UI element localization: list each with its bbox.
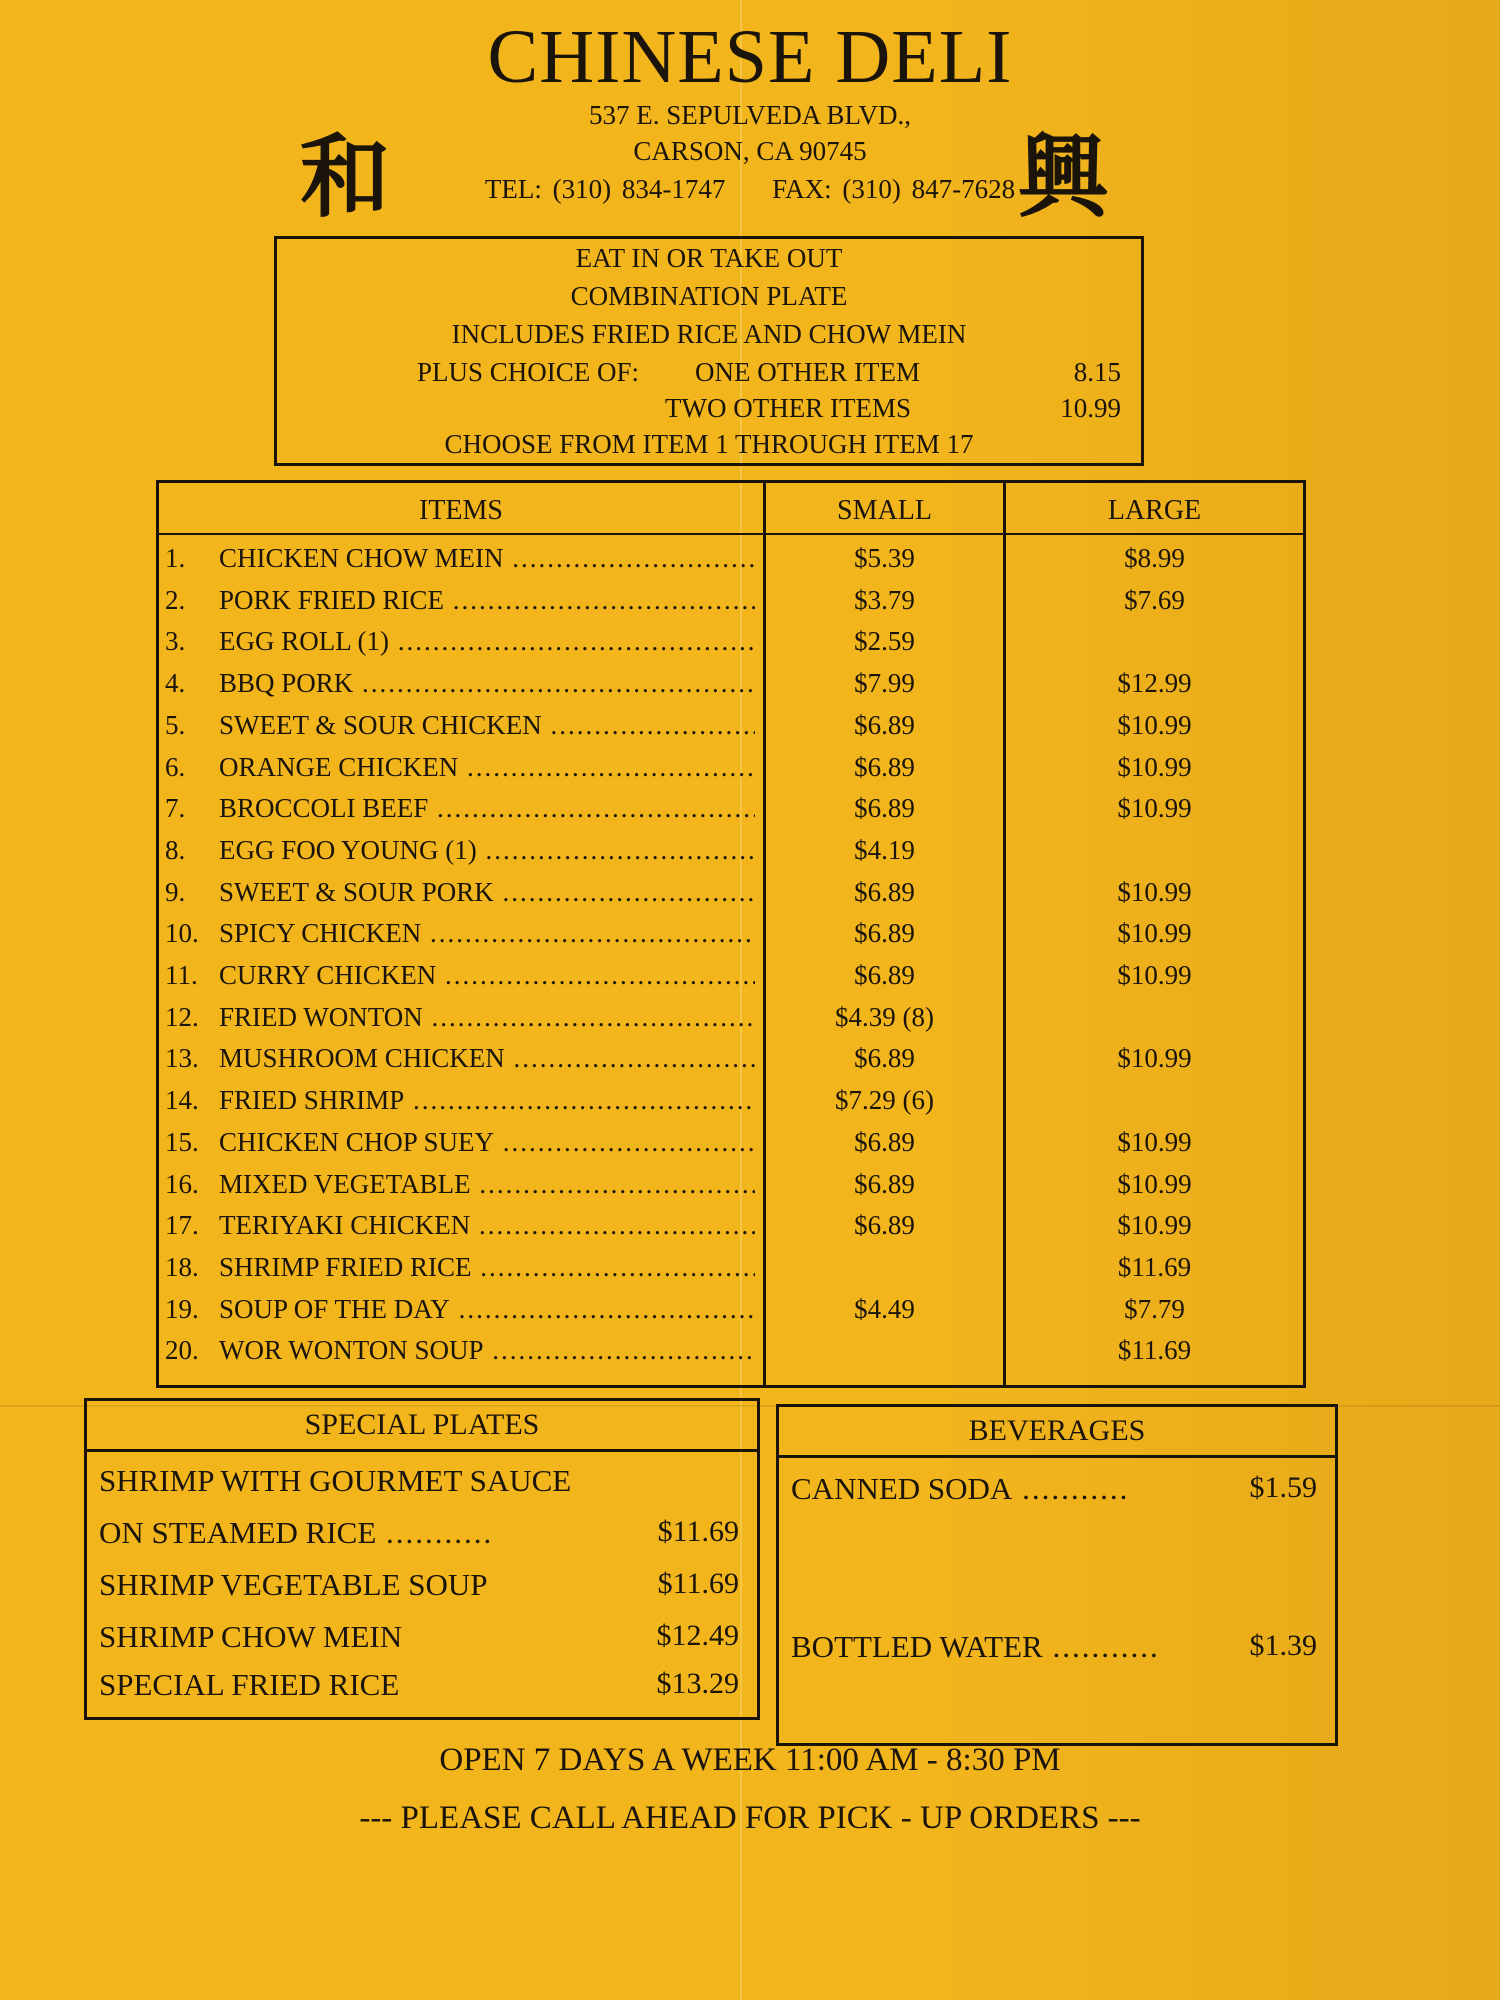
menu-item-number: 13. xyxy=(165,1043,199,1074)
combo-option-one: ONE OTHER ITEM xyxy=(695,357,920,387)
menu-item-large-price: $8.99 xyxy=(1124,543,1185,573)
special-price-3: $12.49 xyxy=(656,1619,739,1652)
menu-item-small-price: $4.49 xyxy=(854,1293,915,1324)
menu-item-large-price: $7.79 xyxy=(1124,1293,1185,1324)
special-plates-box xyxy=(84,1398,760,1720)
menu-item-large-price: $10.99 xyxy=(1117,918,1192,949)
menu-item-name: WOR WONTON SOUP ..... xyxy=(219,1335,755,1366)
menu-item-name: SOUP OF THE DAY ..... xyxy=(219,1294,755,1325)
fax: FAX: (310) 847-7628 xyxy=(772,174,1016,204)
menu-row xyxy=(159,871,1303,913)
menu-item-number: 14. xyxy=(165,1085,199,1116)
menu-row xyxy=(159,1121,1303,1163)
menu-item-number: 3. xyxy=(165,626,186,657)
menu-item-name: SWEET & SOUR PORK ..... xyxy=(219,877,755,908)
menu-item-number: 12. xyxy=(165,1001,199,1032)
menu-item-name: ORANGE CHICKEN ..... xyxy=(219,752,755,783)
menu-item-name: CHICKEN CHOP SUEY ..... xyxy=(219,1127,755,1158)
menu-item-number: 19. xyxy=(165,1293,199,1324)
menu-table xyxy=(156,480,1306,1388)
menu-item-number: 18. xyxy=(165,1251,199,1282)
menu-item-name: BBQ PORK ..... xyxy=(219,668,755,699)
combo-title: COMBINATION PLATE xyxy=(570,281,848,311)
address-line-2: CARSON, CA 90745 xyxy=(633,136,867,166)
menu-row xyxy=(159,912,1303,954)
menu-item-number: 9. xyxy=(165,876,186,907)
combo-option-one-price: 8.15 xyxy=(1073,357,1121,387)
menu-row xyxy=(159,1079,1303,1121)
special-line-3: SHRIMP VEGETABLE SOUP xyxy=(99,1567,488,1602)
menu-item-name: BROCCOLI BEEF ..... xyxy=(219,793,755,824)
special-plates-title: SPECIAL PLATES xyxy=(87,1401,757,1452)
special-line-5: SPECIAL FRIED RICE xyxy=(99,1667,400,1702)
menu-item-small-price: $7.99 xyxy=(854,668,915,699)
menu-row xyxy=(159,1037,1303,1079)
pickup-note: --- PLEASE CALL AHEAD FOR PICK - UP ORDERS --- xyxy=(359,1800,1141,1836)
header-items: ITEMS xyxy=(419,495,503,526)
special-price-2: $11.69 xyxy=(657,1567,739,1600)
menu-item-number: 16. xyxy=(165,1168,199,1199)
menu-item-name: SPICY CHICKEN ..... xyxy=(219,918,755,949)
menu-item-number: 15. xyxy=(165,1126,199,1157)
menu-row xyxy=(159,954,1303,996)
menu-row xyxy=(159,579,1303,621)
header-large: LARGE xyxy=(1107,495,1202,526)
special-line-2: ON STEAMED RICE ..... xyxy=(99,1515,493,1551)
menu-item-large-price: $10.99 xyxy=(1117,793,1192,824)
beverage-item-2: BOTTLED WATER ..... xyxy=(791,1629,1160,1665)
menu-row xyxy=(159,662,1303,704)
menu-item-number: 4. xyxy=(165,668,186,699)
menu-row xyxy=(159,537,1303,579)
menu-item-small-price: $4.39 (8) xyxy=(835,1001,934,1032)
menu-item-large-price: $7.69 xyxy=(1124,584,1185,615)
menu-item-small-price: $3.79 xyxy=(854,584,915,615)
menu-item-small-price: $6.89 xyxy=(854,709,915,740)
menu-row xyxy=(159,1204,1303,1246)
menu-row xyxy=(159,829,1303,871)
menu-item-small-price: $6.89 xyxy=(854,876,915,907)
beverages-title: BEVERAGES xyxy=(779,1407,1335,1458)
menu-item-name: EGG FOO YOUNG (1) ..... xyxy=(219,835,755,866)
menu-item-large-price: $10.99 xyxy=(1117,751,1192,782)
menu-row xyxy=(159,1288,1303,1330)
menu-row xyxy=(159,787,1303,829)
combo-choice-prefix: PLUS CHOICE OF: xyxy=(417,357,640,387)
menu-item-number: 10. xyxy=(165,918,199,949)
menu-item-number: 20. xyxy=(165,1335,199,1366)
combination-plate-box xyxy=(274,236,1144,466)
menu-item-large-price: $10.99 xyxy=(1117,1043,1192,1074)
menu-item-large-price: $10.99 xyxy=(1117,1126,1192,1157)
menu-item-number: 8. xyxy=(165,834,186,865)
menu-item-large-price: $10.99 xyxy=(1117,1210,1192,1241)
contact-line xyxy=(0,174,1500,205)
menu-item-number: 11. xyxy=(165,960,198,990)
menu-item-small-price: $4.19 xyxy=(854,834,915,865)
menu-item-number: 7. xyxy=(165,793,186,824)
menu-item-name: MUSHROOM CHICKEN ..... xyxy=(219,1043,755,1074)
menu-item-name: CHICKEN CHOW MEIN ..... xyxy=(219,543,755,574)
menu-item-name: FRIED WONTON ..... xyxy=(219,1002,755,1033)
menu-item-small-price: $6.89 xyxy=(854,1126,915,1157)
chinese-character-left: 和 xyxy=(300,125,390,230)
menu-item-name: PORK FRIED RICE ..... xyxy=(219,585,755,616)
menu-item-large-price: $10.99 xyxy=(1117,709,1192,740)
combo-includes: INCLUDES FRIED RICE AND CHOW MEIN xyxy=(451,319,967,349)
menu-item-large-price: $10.99 xyxy=(1117,876,1192,907)
menu-item-name: SHRIMP FRIED RICE ..... xyxy=(219,1252,755,1283)
restaurant-title: CHINESE DELI xyxy=(487,15,1013,99)
address-line-1: 537 E. SEPULVEDA BLVD., xyxy=(588,100,912,130)
menu-item-small-price: $2.59 xyxy=(854,626,915,657)
menu-row xyxy=(159,704,1303,746)
menu-row xyxy=(159,620,1303,662)
menu-item-large-price: $10.99 xyxy=(1117,960,1192,990)
menu-item-number: 2. xyxy=(165,584,186,615)
beverage-price-1: $1.59 xyxy=(1249,1471,1317,1504)
combo-option-two-price: 10.99 xyxy=(1060,393,1121,423)
menu-item-name: FRIED SHRIMP ..... xyxy=(219,1085,755,1116)
menu-item-name: TERIYAKI CHICKEN ..... xyxy=(219,1210,755,1241)
telephone: TEL: (310) 834-1747 xyxy=(484,174,726,204)
special-price-4: $13.29 xyxy=(656,1667,739,1700)
special-line-4: SHRIMP CHOW MEIN xyxy=(99,1619,403,1654)
opening-hours: OPEN 7 DAYS A WEEK 11:00 AM - 8:30 PM xyxy=(439,1742,1061,1778)
menu-row xyxy=(159,1246,1303,1288)
menu-item-large-price: $10.99 xyxy=(1117,1168,1192,1199)
beverage-item-1: CANNED SODA ..... xyxy=(791,1471,1129,1507)
menu-item-number: 6. xyxy=(165,751,186,782)
menu-item-name: EGG ROLL (1) ..... xyxy=(219,626,755,657)
menu-item-small-price: $6.89 xyxy=(854,793,915,824)
menu-item-number: 1. xyxy=(165,543,186,573)
beverage-price-2: $1.39 xyxy=(1249,1629,1317,1662)
special-line-1: SHRIMP WITH GOURMET SAUCE xyxy=(99,1463,572,1498)
menu-item-small-price: $7.29 (6) xyxy=(835,1085,934,1116)
menu-item-large-price: $12.99 xyxy=(1117,668,1192,699)
menu-item-name: CURRY CHICKEN ..... xyxy=(219,960,755,991)
menu-item-large-price: $11.69 xyxy=(1117,1335,1192,1366)
menu-item-small-price: $6.89 xyxy=(854,1043,915,1074)
beverages-box xyxy=(776,1404,1338,1746)
menu-row xyxy=(159,1163,1303,1205)
combo-option-two: TWO OTHER ITEMS xyxy=(665,393,911,423)
menu-item-number: 17. xyxy=(165,1210,199,1241)
menu-row xyxy=(159,1329,1303,1371)
menu-item-small-price: $6.89 xyxy=(854,751,915,782)
menu-item-number: 5. xyxy=(165,709,186,740)
chinese-character-right: 興 xyxy=(1018,125,1108,230)
menu-item-small-price: $6.89 xyxy=(854,1210,915,1241)
combo-eat-in-take-out: EAT IN OR TAKE OUT xyxy=(575,243,843,273)
special-price-1: $11.69 xyxy=(657,1515,739,1548)
menu-item-name: SWEET & SOUR CHICKEN ..... xyxy=(219,710,755,741)
menu-row xyxy=(159,996,1303,1038)
menu-item-small-price: $5.39 xyxy=(854,543,915,573)
menu-item-name: MIXED VEGETABLE ..... xyxy=(219,1169,755,1200)
menu-item-small-price: $6.89 xyxy=(854,918,915,949)
menu-item-large-price: $11.69 xyxy=(1117,1251,1192,1282)
menu-item-small-price: $6.89 xyxy=(854,1168,915,1199)
menu-item-small-price: $6.89 xyxy=(854,960,915,990)
header-small: SMALL xyxy=(837,495,932,526)
combo-choose-range: CHOOSE FROM ITEM 1 THROUGH ITEM 17 xyxy=(444,429,974,459)
menu-row xyxy=(159,746,1303,788)
header-divider xyxy=(159,533,1303,535)
